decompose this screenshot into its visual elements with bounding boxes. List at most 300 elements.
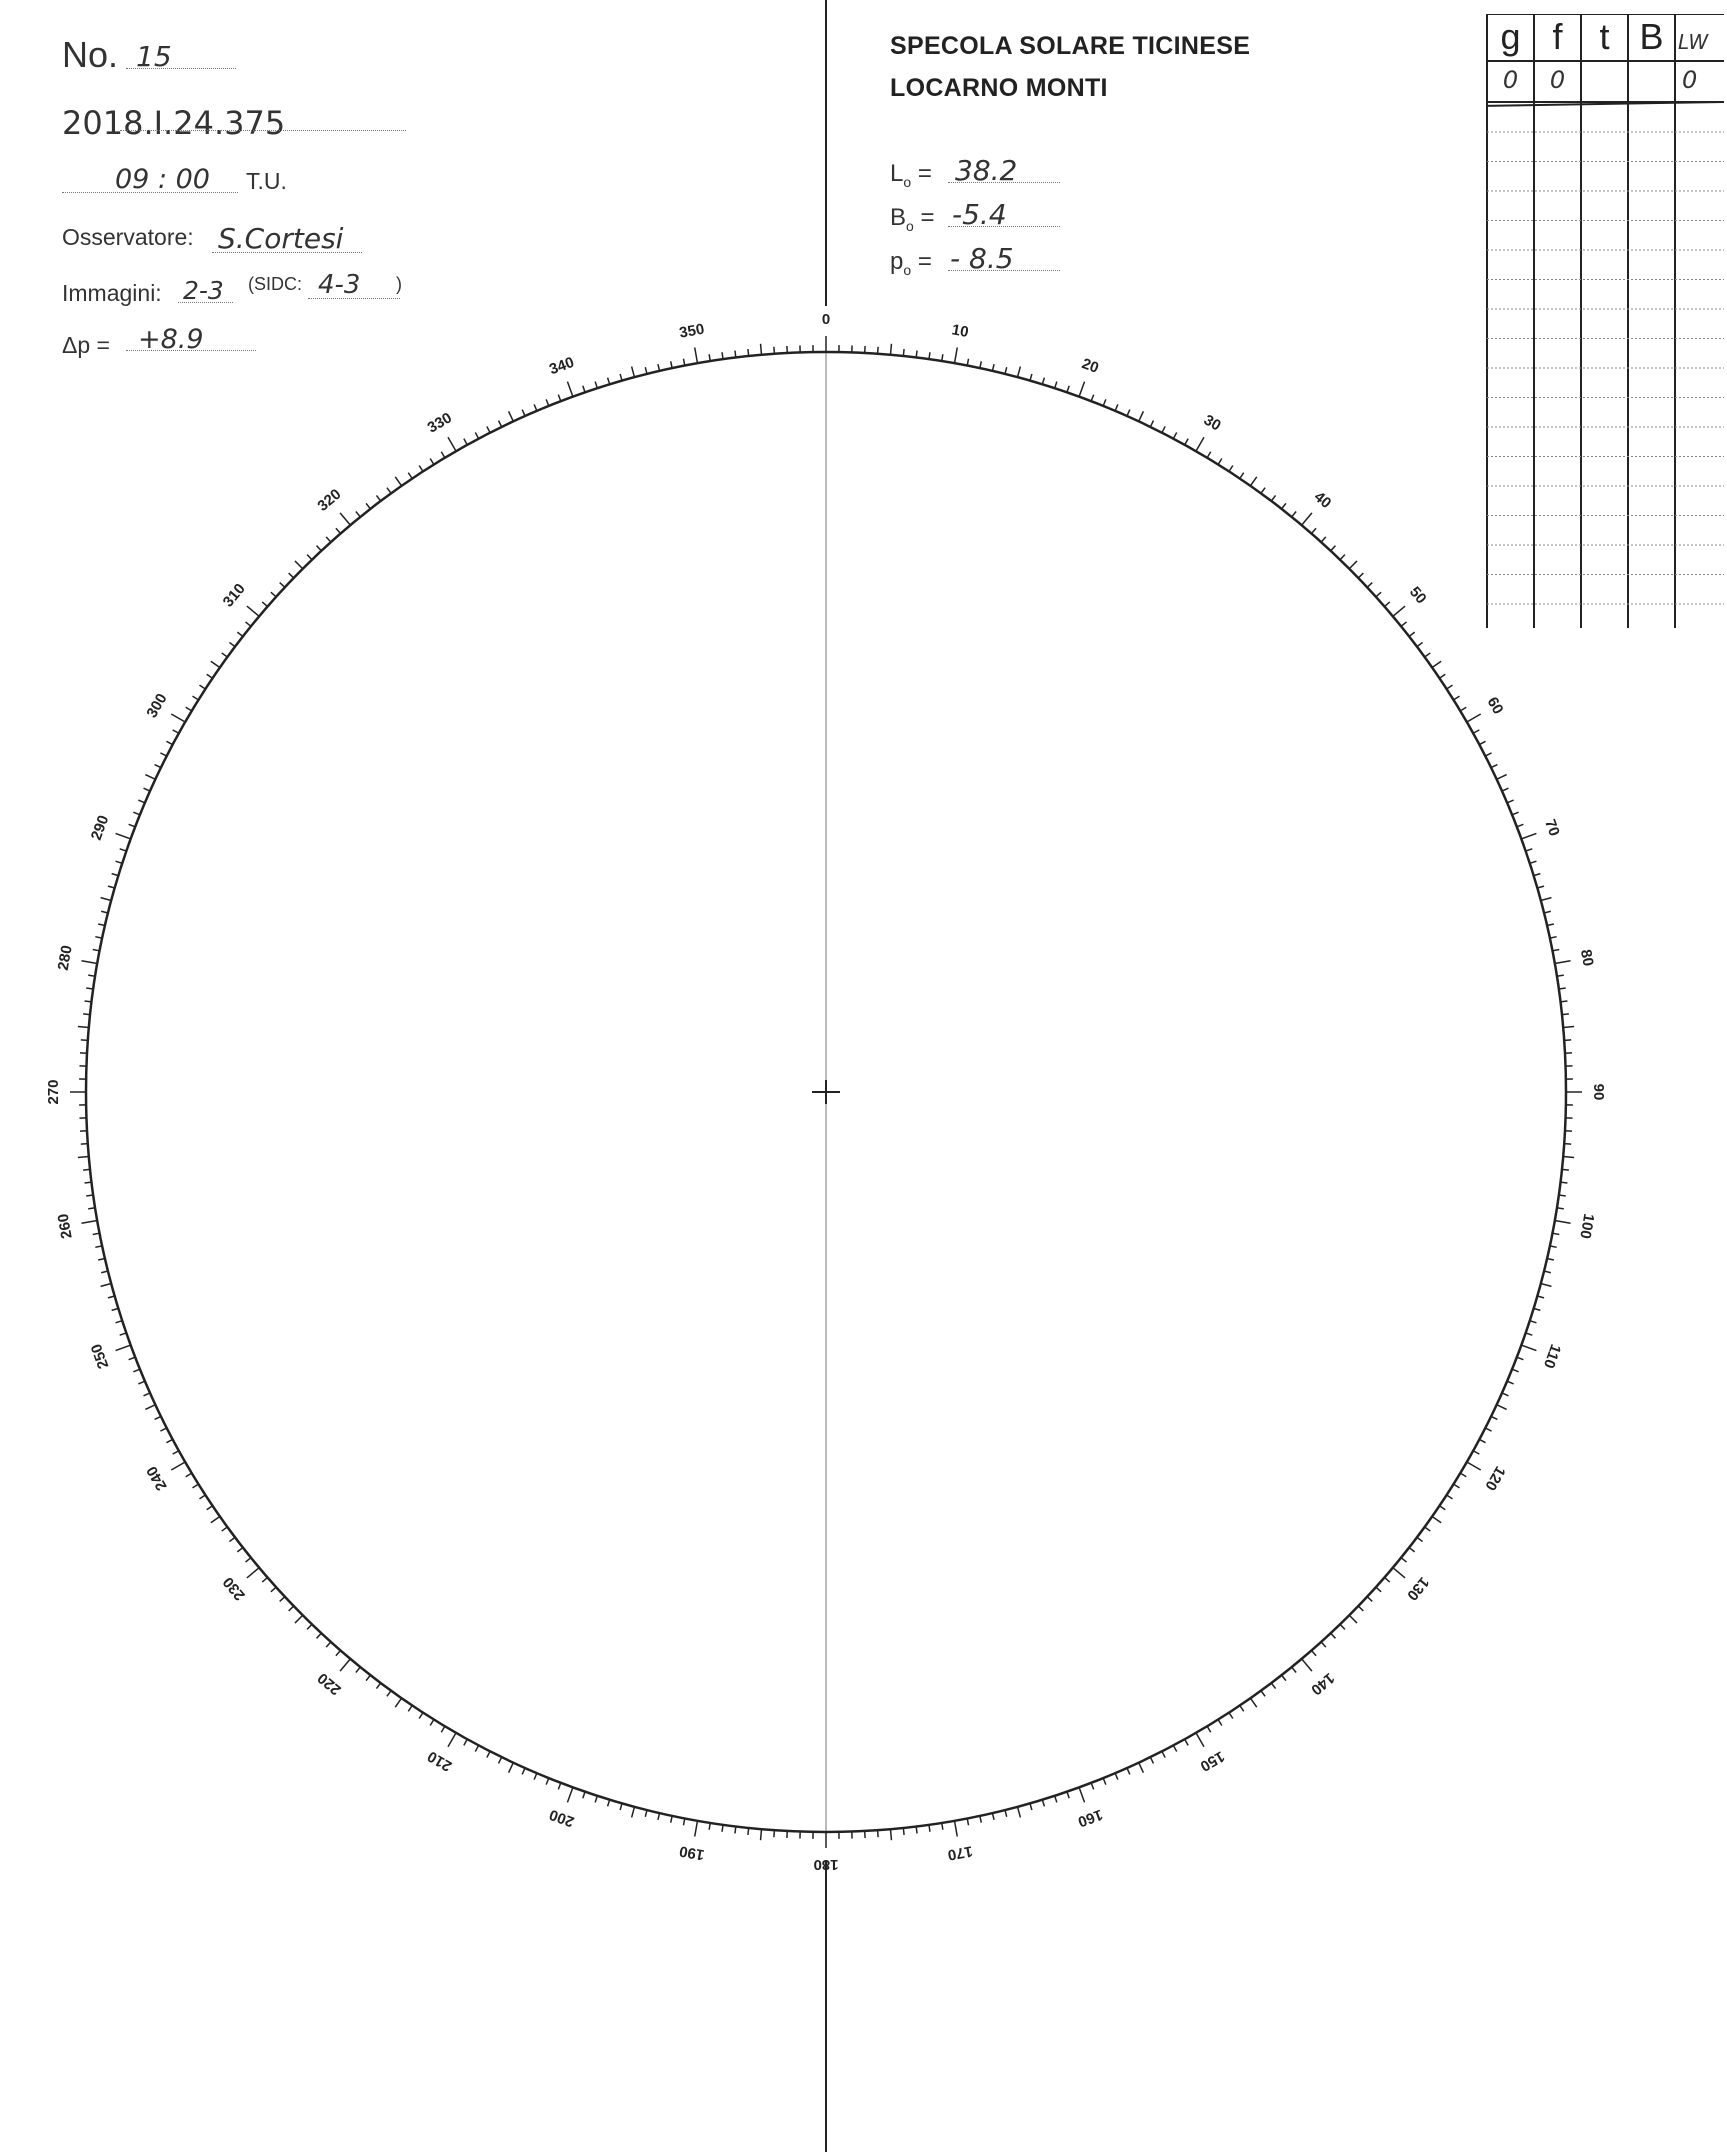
dial-label: 320 — [314, 485, 345, 515]
dial-tick — [207, 674, 213, 678]
dial-tick — [138, 1381, 144, 1384]
dial-tick — [671, 361, 672, 368]
dial-label: 40 — [1310, 488, 1335, 513]
dial-tick — [546, 399, 549, 405]
dial-tick — [1547, 1258, 1554, 1260]
dial-label: 90 — [1590, 1083, 1608, 1101]
dial-tick — [133, 812, 139, 815]
dial-tick — [558, 395, 561, 402]
dial-label: 300 — [143, 690, 171, 721]
delta-p-label: Δp = — [62, 332, 110, 358]
dial-label: 30 — [1200, 411, 1224, 435]
dial-tick — [1401, 622, 1406, 626]
dial-tick — [595, 382, 597, 389]
dial-tick — [295, 1615, 303, 1623]
dial-tick — [1250, 477, 1256, 486]
dial-tick — [430, 1720, 434, 1726]
dial-tick — [211, 661, 220, 667]
dial-tick — [441, 452, 445, 458]
dial-tick — [1491, 1416, 1497, 1419]
dial-tick — [237, 632, 243, 636]
dial-tick — [1417, 1537, 1423, 1541]
dial-tick — [193, 696, 199, 700]
dial-tick — [200, 1495, 206, 1499]
dial-tick — [108, 886, 115, 888]
dial-tick — [120, 849, 127, 851]
dial-tick — [395, 477, 401, 486]
dial-tick — [1393, 606, 1405, 616]
dial-tick — [903, 349, 904, 356]
dial-tick — [1376, 592, 1381, 597]
dial-tick — [1555, 961, 1571, 964]
dial-tick — [1497, 775, 1507, 780]
dial-tick — [173, 1451, 179, 1454]
table-header-t: t — [1599, 16, 1610, 57]
dial-tick — [280, 583, 285, 588]
dial-tick — [419, 466, 423, 472]
dial-tick — [1550, 1246, 1557, 1247]
param-B-eq: = — [920, 204, 935, 231]
dial-tick — [155, 765, 161, 768]
dial-tick — [326, 537, 331, 542]
dial-tick — [487, 1751, 490, 1757]
number-value: 15 — [136, 40, 172, 73]
dial-tick — [1331, 546, 1336, 551]
dial-tick — [86, 1195, 93, 1196]
dial-tick — [735, 351, 736, 358]
dial-label: 110 — [1539, 1341, 1565, 1371]
dial-tick — [1091, 395, 1094, 402]
dial-tick — [1401, 1558, 1406, 1562]
observatory-location: LOCARNO MONTI — [890, 74, 1108, 102]
dial-tick — [1162, 426, 1165, 432]
dial-tick — [1250, 1698, 1256, 1707]
dial-tick — [1055, 382, 1057, 389]
dial-tick — [376, 1683, 380, 1689]
dial-tick — [748, 1828, 749, 1835]
dial-tick — [1439, 674, 1445, 678]
dial-tick — [1541, 898, 1552, 901]
dial-tick — [340, 513, 350, 525]
dial-tick — [1507, 1381, 1513, 1384]
dial-tick — [534, 404, 537, 410]
dial-tick — [1562, 1169, 1569, 1170]
dial-tick — [1563, 1157, 1574, 1158]
dial-tick — [1292, 511, 1296, 516]
dial-tick — [1321, 1642, 1326, 1647]
dial-label: 80 — [1576, 948, 1597, 968]
dial-tick — [1376, 1587, 1381, 1592]
dial-tick — [1240, 1705, 1244, 1711]
dial-tick — [583, 1792, 585, 1799]
dial-tick — [1384, 602, 1389, 607]
observatory-name: SPECOLA SOLARE TICINESE — [890, 32, 1251, 60]
dial-tick — [1185, 1739, 1188, 1745]
time-value: 09 : 00 — [115, 164, 210, 195]
sidc-value: 4-3 — [318, 270, 361, 300]
param-P-sub: o — [903, 261, 912, 278]
dial-tick — [761, 344, 762, 355]
dial-tick — [138, 800, 144, 803]
dial-tick — [1560, 1001, 1567, 1002]
table-header-g: g — [1500, 16, 1521, 57]
dial-tick — [1479, 741, 1485, 744]
dial-tick — [1349, 1615, 1357, 1623]
dial-tick — [1517, 824, 1524, 827]
dial-tick — [1229, 1713, 1233, 1719]
dial-tick — [1454, 1484, 1460, 1488]
dial-tick — [336, 1650, 341, 1655]
dial-label: 70 — [1541, 817, 1563, 839]
dial-tick — [1321, 537, 1326, 542]
param-B-sub: o — [906, 217, 914, 234]
dial-label: 130 — [1403, 1573, 1433, 1604]
dial-tick — [155, 1416, 161, 1419]
dial-tick — [891, 344, 892, 355]
dial-tick — [671, 1816, 672, 1823]
dial-tick — [95, 1246, 102, 1247]
dial-tick — [658, 1813, 660, 1820]
dial-tick — [1417, 642, 1423, 646]
param-P-eq: = — [917, 248, 932, 275]
dial-tick — [222, 1527, 228, 1531]
observer-value: S.Cortesi — [218, 222, 344, 255]
dial-tick — [448, 1733, 456, 1747]
dial-tick — [992, 1813, 994, 1820]
dial-tick — [1103, 399, 1106, 405]
dial-tick — [608, 378, 610, 385]
dial-tick — [85, 1001, 92, 1002]
dial-tick — [1282, 1675, 1286, 1681]
dial-tick — [356, 1667, 360, 1672]
dial-tick — [98, 924, 105, 926]
dial-tick — [522, 410, 525, 416]
dial-tick — [980, 1816, 981, 1823]
dial-tick — [112, 1308, 119, 1310]
dial-tick — [1067, 386, 1069, 393]
dial-label: 250 — [87, 1341, 113, 1371]
dial-tick — [1271, 495, 1275, 501]
dial-tick — [1526, 1333, 1533, 1335]
dial-tick — [1311, 1650, 1316, 1655]
dial-label: 120 — [1481, 1463, 1509, 1494]
dial-tick — [1447, 685, 1453, 689]
dial-tick — [387, 1691, 391, 1697]
dial-tick — [1544, 911, 1551, 913]
dial-label: 140 — [1307, 1669, 1338, 1699]
dial-tick — [891, 1829, 892, 1840]
dial-label: 340 — [547, 353, 577, 379]
dial-tick — [992, 364, 994, 371]
dial-tick — [1479, 1439, 1485, 1442]
dial-tick — [1240, 473, 1244, 479]
dial-label: 350 — [678, 320, 706, 342]
dial-tick — [1497, 1405, 1507, 1410]
dial-tick — [1439, 1506, 1445, 1510]
dial-tick — [1409, 1548, 1415, 1552]
dial-tick — [1067, 1792, 1069, 1799]
dial-tick — [1173, 432, 1176, 438]
dial-tick — [1550, 937, 1557, 938]
dial-tick — [487, 426, 490, 432]
dial-tick — [186, 1473, 192, 1477]
dial-tick — [1491, 765, 1497, 768]
dial-tick — [419, 1713, 423, 1719]
param-L-value: 38.2 — [955, 154, 1018, 187]
dial-tick — [1079, 382, 1084, 397]
dial-tick — [632, 367, 635, 378]
dial-tick — [1139, 411, 1144, 421]
dial-tick — [608, 1800, 610, 1807]
param-B-value: -5.4 — [952, 198, 1007, 231]
dial-tick — [237, 1548, 243, 1552]
dial-tick — [595, 1796, 597, 1803]
dial-tick — [1562, 1014, 1569, 1015]
dial-tick — [1207, 452, 1211, 458]
dial-tick — [160, 753, 166, 756]
dial-tick — [1544, 1271, 1551, 1273]
dial-tick — [1340, 1624, 1345, 1629]
dial-tick — [1473, 1451, 1479, 1454]
param-P-value: - 8.5 — [950, 242, 1014, 275]
dial-tick — [1384, 1577, 1389, 1582]
dial-tick — [160, 1428, 166, 1431]
dial-tick — [366, 503, 370, 509]
dial-label: 330 — [424, 409, 455, 437]
dial-tick — [83, 1169, 90, 1170]
dial-tick — [499, 1757, 502, 1763]
dial-tick — [1218, 459, 1222, 465]
dial-tick — [1541, 1284, 1552, 1287]
dial-tick — [1229, 466, 1233, 472]
dial-tick — [1454, 696, 1460, 700]
dial-tick — [1005, 367, 1007, 374]
dial-tick — [245, 622, 250, 626]
dial-tick — [129, 824, 136, 827]
dial-tick — [1340, 555, 1345, 560]
dial-tick — [916, 1826, 917, 1833]
dial-label: 0 — [821, 310, 831, 328]
dial-tick — [166, 741, 172, 744]
dial-tick — [1302, 1659, 1312, 1671]
dial-tick — [1485, 1428, 1491, 1431]
dial-tick — [441, 1726, 445, 1732]
dial-tick — [1367, 1597, 1372, 1602]
dial-tick — [326, 1642, 331, 1647]
dial-tick — [1432, 1516, 1441, 1522]
dial-label: 170 — [946, 1842, 974, 1864]
dial-tick — [1271, 1683, 1275, 1689]
dial-tick — [583, 386, 585, 393]
dial-label: 20 — [1079, 355, 1101, 377]
dial-tick — [271, 1587, 276, 1592]
dial-tick — [620, 1803, 622, 1810]
dial-tick — [546, 1778, 549, 1784]
dial-tick — [95, 937, 102, 938]
dial-label: 240 — [143, 1463, 171, 1494]
dial-tick — [211, 1516, 220, 1522]
dial-tick — [620, 374, 622, 381]
dial-tick — [1103, 1778, 1106, 1784]
dial-tick — [229, 642, 235, 646]
dial-tick — [317, 1633, 322, 1638]
dial-tick — [144, 1393, 150, 1396]
dial-tick — [289, 1606, 294, 1611]
dial-tick — [1537, 1296, 1544, 1298]
dial-tick — [903, 1828, 904, 1835]
dial-tick — [1534, 1308, 1541, 1310]
dial-tick — [83, 1014, 90, 1015]
dial-tick — [1115, 404, 1118, 410]
dial-tick — [340, 1659, 350, 1671]
dial-tick — [1185, 439, 1188, 445]
images-value: 2-3 — [183, 276, 224, 305]
dial-tick — [1302, 513, 1312, 525]
dial-tick — [1460, 707, 1466, 711]
dial-tick — [1207, 1726, 1211, 1732]
dial-label: 230 — [219, 1573, 249, 1604]
dial-tick — [1115, 1773, 1118, 1779]
dial-tick — [200, 685, 206, 689]
images-label: Immagini: — [62, 280, 162, 306]
dial-tick — [247, 1568, 259, 1578]
number-label: No. — [62, 34, 119, 75]
dial-tick — [145, 775, 155, 780]
dial-tick — [1534, 874, 1541, 876]
observer-label: Osservatore: — [62, 224, 194, 250]
param-L-sub: o — [903, 173, 912, 190]
dial-tick — [1467, 714, 1481, 722]
dial-tick — [1127, 410, 1130, 416]
dial-tick — [1367, 583, 1372, 588]
dial-tick — [645, 1810, 647, 1817]
dial-tick — [464, 1739, 467, 1745]
dial-label: 150 — [1197, 1747, 1228, 1775]
dial-tick — [509, 411, 514, 421]
dial-tick — [145, 1405, 155, 1410]
dial-label: 310 — [219, 580, 249, 611]
dial-tick — [748, 349, 749, 356]
dial-tick — [1018, 367, 1021, 378]
dial-tick — [722, 352, 723, 359]
dial-tick — [366, 1675, 370, 1681]
dial-tick — [695, 1821, 698, 1837]
dial-tick — [101, 1271, 108, 1273]
param-L-label: L — [890, 160, 904, 187]
dial-tick — [722, 1825, 723, 1832]
table-header-LW: LW — [1678, 30, 1709, 54]
dial-tick — [955, 1821, 958, 1837]
dial-tick — [1127, 1768, 1130, 1774]
dial-tick — [1473, 730, 1479, 733]
dial-tick — [108, 1296, 115, 1298]
dial-tick — [262, 1577, 267, 1582]
dial-tick — [387, 488, 391, 494]
dial-tick — [464, 439, 467, 445]
dial-tick — [1507, 800, 1513, 803]
dial-label: 100 — [1576, 1212, 1598, 1240]
dial-tick — [1393, 1568, 1405, 1578]
dial-tick — [1311, 528, 1316, 533]
dial-tick — [101, 898, 112, 901]
dial-label: 280 — [54, 944, 76, 972]
dial-tick — [262, 602, 267, 607]
dial-tick — [448, 437, 456, 451]
dial-tick — [1432, 661, 1441, 667]
dial-tick — [695, 347, 698, 363]
dial-tick — [1261, 1691, 1265, 1697]
dial-tick — [207, 1506, 213, 1510]
dial-tick — [1485, 753, 1491, 756]
dial-tick — [408, 1705, 412, 1711]
dial-tick — [658, 364, 660, 371]
dial-tick — [1559, 1195, 1566, 1196]
table-header-B: B — [1639, 16, 1664, 57]
dial-label: 160 — [1075, 1805, 1105, 1831]
dial-tick — [307, 1624, 312, 1629]
dial-tick — [1502, 788, 1508, 791]
dial-tick — [1467, 1462, 1481, 1470]
dial-tick — [101, 911, 108, 913]
dial-tick — [120, 1333, 127, 1335]
dial-tick — [1005, 1810, 1007, 1817]
dial-tick — [509, 1763, 514, 1773]
dial-tick — [499, 421, 502, 427]
dial-tick — [98, 1258, 105, 1260]
dial-label: 200 — [547, 1805, 577, 1831]
dial-tick — [645, 367, 647, 374]
dial-tick — [295, 561, 303, 569]
dial-label: 260 — [54, 1212, 76, 1240]
dial-tick — [1526, 849, 1533, 851]
table-value-g: 0 — [1502, 66, 1519, 94]
dial-tick — [78, 1027, 89, 1028]
dial-tick — [166, 1439, 172, 1442]
dial-tick — [1517, 1357, 1524, 1360]
dial-tick — [955, 347, 958, 363]
table-value-LW: 0 — [1682, 66, 1698, 94]
dial-tick — [1331, 1633, 1336, 1638]
dial-tick — [980, 361, 981, 368]
dial-tick — [1537, 886, 1544, 888]
dial-tick — [1091, 1783, 1094, 1790]
param-L-eq: = — [917, 160, 932, 187]
dial-tick — [317, 546, 322, 551]
dial-tick — [289, 573, 294, 578]
dial-tick — [1173, 1745, 1176, 1751]
dial-tick — [1425, 1527, 1431, 1531]
dial-tick — [222, 653, 228, 657]
dial-tick — [1563, 1027, 1574, 1028]
dial-tick — [1358, 1606, 1363, 1611]
dial-tick — [929, 352, 930, 359]
dial-tick — [1547, 924, 1554, 926]
dial-tick — [1530, 861, 1537, 863]
dial-tick — [408, 473, 412, 479]
dial-label: 190 — [678, 1842, 706, 1864]
param-B-label: B — [890, 204, 907, 231]
dial-tick — [1139, 1763, 1144, 1773]
dial-tick — [735, 1826, 736, 1833]
dial-tick — [632, 1807, 635, 1818]
dial-tick — [1460, 1473, 1466, 1477]
dial-tick — [1502, 1393, 1508, 1396]
dial-tick — [558, 1783, 561, 1790]
dial-tick — [1055, 1796, 1057, 1803]
dial-tick — [916, 351, 917, 358]
dial-tick — [475, 1745, 478, 1751]
dial-tick — [1409, 632, 1415, 636]
